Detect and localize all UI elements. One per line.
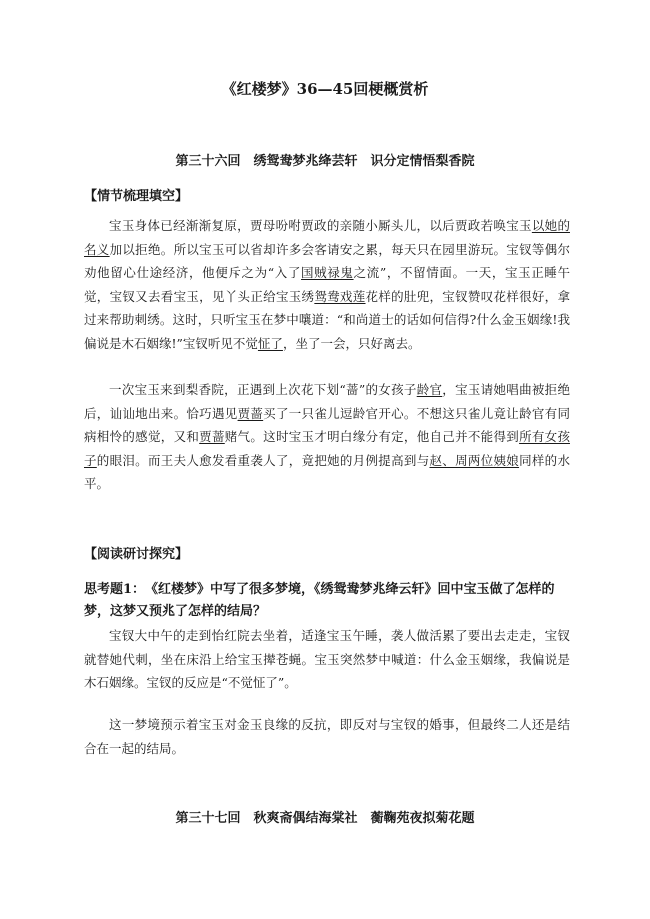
para1-text-run: 加以拒绝。所以宝玉可以省却许多会客请安之累，每天只在园里游玩。宝钗等偶尔劝他留心仕途经济，他便斥之为“入了 (84, 241, 570, 280)
chapter-36-heading: 第三十六回 绣鸳鸯梦兆绛芸轩 识分定情悟梨香院 (175, 154, 475, 169)
para1-text-run: 之流”，不留情面。一天，宝玉正睡午觉，宝钗又去看宝玉，见丫头正给宝玉绣 (84, 265, 570, 304)
answer-paragraph-2-text: 这一梦境预示着宝玉对金玉良缘的反抗，即反对与宝钗的婚事，但最终二人还是结合在一起的结局。 (84, 717, 570, 756)
para1-text-run: 花样的肚兜，宝钗赞叹花样很好，拿过来帮助刺绣。这时，只听宝玉在梦中嚷道：“和尚道士的话如何信得?什么金玉姻缘!我偏说是木石姻缘!”宝钗听见不觉 (84, 288, 570, 351)
answer-paragraph-1 (84, 624, 570, 695)
para2-answer-blank: 贾蔷 (199, 429, 225, 444)
para2-answer-blank: 贾蔷 (237, 405, 264, 421)
plot-paragraph-1 (84, 214, 570, 355)
para1-answer-blank: 怔了 (257, 335, 283, 351)
para2-answer-blank: 所有女孩子 (84, 429, 570, 468)
para2-text-run: 一次宝玉来到梨香院，正遇到上次花下划“蔷”的女孩子 (109, 382, 417, 397)
para2-text-run: 赌气。这时宝玉才明白缘分有定，他自己并不能得到 (224, 429, 520, 444)
section-plot-label: 【情节梳理填空】 (84, 189, 189, 204)
para1-answer-blank: 以她的名义 (84, 218, 570, 257)
para1-answer-blank: 鸳鸯戏莲 (314, 288, 366, 304)
answer-paragraph-1-text: 宝钗大中午的走到怡红院去坐着，适逢宝玉午睡，袭人做活累了要出去走走，宝钗就替她代刺，坐在床沿上给宝玉撵苍蝇。宝玉突然梦中喊道：什么金玉姻缘，我偏说是木石姻缘。宝钗的反应是“不觉怔了”。 (84, 628, 570, 690)
think-question-1: 思考题1： 《红楼梦》中写了很多梦境，《绣鸳鸯梦兆绛云轩》回中宝玉做了怎样的梦，这梦又预兆了怎样的结局？ (84, 582, 555, 619)
para2-text-run: 同样的水平。 (84, 452, 570, 491)
document-title: 《红楼梦》36—45回梗概赏析 (221, 80, 429, 98)
para1-answer-blank: 国贼禄鬼 (301, 265, 354, 280)
plot-paragraph-2 (84, 378, 570, 496)
para2-text-run: 买了一只雀儿逗龄官开心。不想这只雀儿竟让龄官有同病相怜的感觉，又和 (84, 405, 570, 444)
para2-answer-blank: 赵、周两位姨娘 (429, 452, 520, 468)
plot-paragraph-1-text (84, 214, 570, 355)
para2-text-run: ，宝玉请她唱曲被拒绝后，讪讪地出来。恰巧遇见 (84, 382, 570, 421)
chapter-37-heading: 第三十七回 秋爽斋偶结海棠社 蘅鞠苑夜拟菊花题 (175, 811, 475, 826)
para1-text-run: 宝玉身体已经渐渐复原，贾母吩咐贾政的亲随小厮头儿，以后贾政若唤宝玉 (109, 218, 532, 233)
section-study-label: 【阅读研讨探究】 (84, 547, 189, 562)
para1-text-run: ，坐了一会，只好离去。 (282, 335, 421, 351)
para2-answer-blank: 龄官 (416, 382, 443, 397)
para2-text-run: 的眼泪。而王夫人愈发看重袭人了，竟把她的月例提高到与 (96, 452, 430, 468)
plot-paragraph-2-text (84, 378, 570, 496)
answer-paragraph-2 (84, 713, 570, 760)
